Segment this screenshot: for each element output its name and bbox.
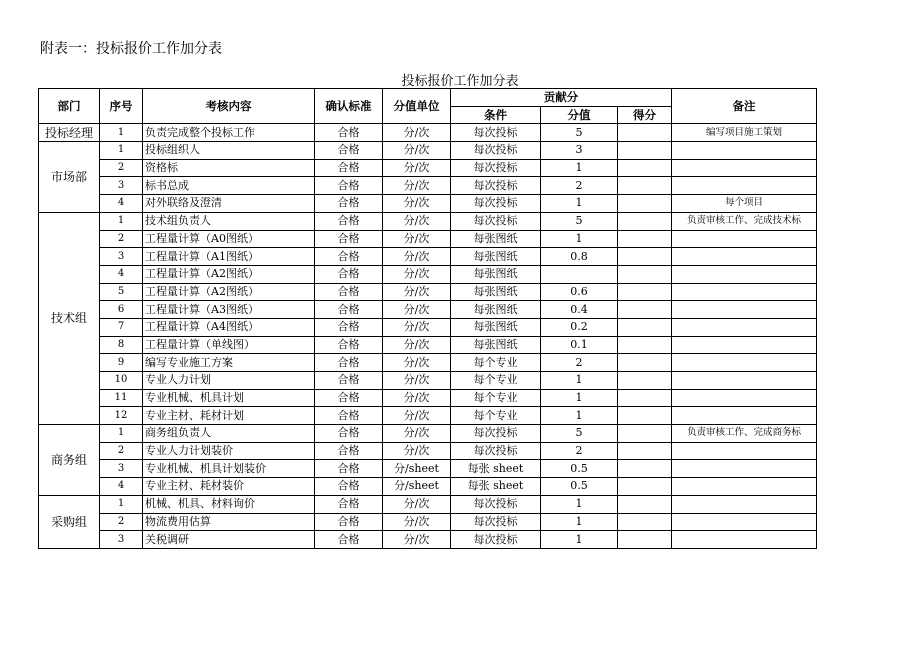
item-cell: 工程量计算（A0图纸） [143,230,315,248]
item-cell: 专业主材、耗材计划 [143,407,315,425]
condition-cell: 每次投标 [451,212,541,230]
standard-cell: 合格 [315,301,383,319]
score-cell [618,159,672,177]
table-row [39,301,817,319]
seq-cell: 2 [100,442,143,460]
standard-cell: 合格 [315,177,383,195]
table-row [39,407,817,425]
value-cell: 2 [541,442,618,460]
unit-cell: 分/次 [383,230,451,248]
value-cell: 5 [541,425,618,443]
table-row [39,389,817,407]
table-row [39,265,817,283]
item-cell: 专业人力计划 [143,372,315,390]
seq-cell: 3 [100,248,143,266]
item-cell: 物流费用估算 [143,513,315,531]
condition-cell: 每张图纸 [451,230,541,248]
value-cell: 1 [541,407,618,425]
header-item: 考核内容 [143,89,315,124]
item-cell: 专业人力计划装价 [143,442,315,460]
seq-cell: 2 [100,230,143,248]
value-cell: 0.2 [541,318,618,336]
seq-cell: 11 [100,389,143,407]
item-cell: 工程量计算（A2图纸） [143,283,315,301]
condition-cell: 每次投标 [451,531,541,549]
unit-cell: 分/次 [383,195,451,213]
score-cell [618,124,672,142]
unit-cell: 分/次 [383,354,451,372]
unit-cell: 分/次 [383,142,451,160]
score-cell [618,425,672,443]
remark-cell [672,513,817,531]
score-cell [618,495,672,513]
condition-cell: 每张 sheet [451,460,541,478]
standard-cell: 合格 [315,460,383,478]
table-body [39,124,817,549]
item-cell: 专业机械、机具计划装价 [143,460,315,478]
score-table [38,88,817,549]
standard-cell: 合格 [315,212,383,230]
header-seq: 序号 [100,89,143,124]
condition-cell: 每个专业 [451,354,541,372]
condition-cell: 每张图纸 [451,318,541,336]
unit-cell: 分/次 [383,177,451,195]
value-cell: 1 [541,531,618,549]
remark-cell [672,318,817,336]
dept-cell: 商务组 [39,425,100,496]
remark-cell [672,389,817,407]
item-cell: 工程量计算（A4图纸） [143,318,315,336]
remark-cell [672,531,817,549]
score-cell [618,212,672,230]
seq-cell: 3 [100,177,143,195]
table-row [39,372,817,390]
item-cell: 对外联络及澄清 [143,195,315,213]
item-cell: 专业机械、机具计划 [143,389,315,407]
seq-cell: 1 [100,124,143,142]
table-row [39,478,817,496]
condition-cell: 每张图纸 [451,265,541,283]
unit-cell: 分/次 [383,318,451,336]
value-cell: 1 [541,495,618,513]
score-cell [618,354,672,372]
unit-cell: 分/次 [383,425,451,443]
item-cell: 工程量计算（A3图纸） [143,301,315,319]
dept-cell: 市场部 [39,142,100,213]
remark-cell [672,407,817,425]
unit-cell: 分/次 [383,159,451,177]
header-dept: 部门 [39,89,100,124]
value-cell: 0.6 [541,283,618,301]
seq-cell: 10 [100,372,143,390]
condition-cell: 每张图纸 [451,336,541,354]
standard-cell: 合格 [315,318,383,336]
value-cell: 5 [541,124,618,142]
score-cell [618,265,672,283]
unit-cell: 分/次 [383,531,451,549]
remark-cell [672,301,817,319]
remark-cell [672,177,817,195]
item-cell: 技术组负责人 [143,212,315,230]
condition-cell: 每次投标 [451,425,541,443]
score-cell [618,372,672,390]
remark-cell [672,336,817,354]
remark-cell [672,283,817,301]
score-cell [618,336,672,354]
seq-cell: 1 [100,212,143,230]
table-row [39,212,817,230]
table-row [39,425,817,443]
condition-cell: 每次投标 [451,142,541,160]
unit-cell: 分/sheet [383,460,451,478]
item-cell: 标书总成 [143,177,315,195]
value-cell: 1 [541,513,618,531]
item-cell: 负责完成整个投标工作 [143,124,315,142]
table-row [39,283,817,301]
table-row [39,531,817,549]
item-cell: 投标组织人 [143,142,315,160]
remark-cell [672,495,817,513]
item-cell: 机械、机具、材料询价 [143,495,315,513]
seq-cell: 1 [100,142,143,160]
seq-cell: 2 [100,159,143,177]
item-cell: 专业主材、耗材装价 [143,478,315,496]
table-row [39,177,817,195]
score-cell [618,142,672,160]
header-standard: 确认标准 [315,89,383,124]
unit-cell: 分/次 [383,389,451,407]
value-cell: 0.5 [541,460,618,478]
score-cell [618,301,672,319]
seq-cell: 4 [100,265,143,283]
condition-cell: 每张图纸 [451,301,541,319]
remark-cell [672,230,817,248]
remark-cell [672,372,817,390]
unit-cell: 分/sheet [383,478,451,496]
unit-cell: 分/次 [383,336,451,354]
condition-cell: 每次投标 [451,177,541,195]
standard-cell: 合格 [315,142,383,160]
seq-cell: 2 [100,513,143,531]
seq-cell: 1 [100,495,143,513]
standard-cell: 合格 [315,248,383,266]
remark-cell: 负责审核工作、完成技术标 [672,212,817,230]
score-cell [618,195,672,213]
item-cell: 工程量计算（A2图纸） [143,265,315,283]
appendix-heading: 附表一：投标报价工作加分表 [40,41,222,57]
item-cell: 资格标 [143,159,315,177]
condition-cell: 每次投标 [451,513,541,531]
item-cell: 工程量计算（A1图纸） [143,248,315,266]
item-cell: 商务组负责人 [143,425,315,443]
score-cell [618,442,672,460]
item-cell: 编写专业施工方案 [143,354,315,372]
standard-cell: 合格 [315,354,383,372]
header-condition: 条件 [451,106,541,124]
standard-cell: 合格 [315,442,383,460]
value-cell: 5 [541,212,618,230]
seq-cell: 6 [100,301,143,319]
unit-cell: 分/次 [383,124,451,142]
condition-cell: 每次投标 [451,195,541,213]
standard-cell: 合格 [315,195,383,213]
score-cell [618,283,672,301]
seq-cell: 3 [100,460,143,478]
value-cell: 1 [541,389,618,407]
score-cell [618,407,672,425]
value-cell: 2 [541,177,618,195]
condition-cell: 每次投标 [451,159,541,177]
table-title: 投标报价工作加分表 [401,74,519,89]
value-cell: 1 [541,372,618,390]
unit-cell: 分/次 [383,513,451,531]
unit-cell: 分/次 [383,212,451,230]
item-cell: 关税调研 [143,531,315,549]
value-cell: 1 [541,195,618,213]
standard-cell: 合格 [315,159,383,177]
standard-cell: 合格 [315,124,383,142]
score-cell [618,177,672,195]
standard-cell: 合格 [315,531,383,549]
score-cell [618,478,672,496]
header-row-1 [39,89,817,107]
unit-cell: 分/次 [383,283,451,301]
item-cell: 工程量计算（单线图） [143,336,315,354]
seq-cell: 3 [100,531,143,549]
unit-cell: 分/次 [383,248,451,266]
condition-cell: 每个专业 [451,407,541,425]
header-remark: 备注 [672,89,817,124]
value-cell: 3 [541,142,618,160]
table-row [39,318,817,336]
standard-cell: 合格 [315,495,383,513]
unit-cell: 分/次 [383,407,451,425]
seq-cell: 8 [100,336,143,354]
table-row [39,513,817,531]
header-unit: 分值单位 [383,89,451,124]
score-cell [618,460,672,478]
unit-cell: 分/次 [383,495,451,513]
table-row [39,248,817,266]
remark-cell [672,248,817,266]
remark-cell: 每个项目 [672,195,817,213]
standard-cell: 合格 [315,372,383,390]
condition-cell: 每张图纸 [451,248,541,266]
remark-cell [672,460,817,478]
value-cell: 0.1 [541,336,618,354]
remark-cell [672,478,817,496]
seq-cell: 4 [100,195,143,213]
standard-cell: 合格 [315,336,383,354]
condition-cell: 每个专业 [451,389,541,407]
score-cell [618,248,672,266]
unit-cell: 分/次 [383,372,451,390]
remark-cell: 编写项目施工策划 [672,124,817,142]
score-cell [618,230,672,248]
score-cell [618,318,672,336]
value-cell: 1 [541,159,618,177]
condition-cell: 每个专业 [451,372,541,390]
condition-cell: 每张 sheet [451,478,541,496]
standard-cell: 合格 [315,478,383,496]
seq-cell: 9 [100,354,143,372]
seq-cell: 7 [100,318,143,336]
value-cell [541,265,618,283]
remark-cell: 负责审核工作、完成商务标 [672,425,817,443]
condition-cell: 每次投标 [451,124,541,142]
score-cell [618,389,672,407]
standard-cell: 合格 [315,513,383,531]
seq-cell: 5 [100,283,143,301]
condition-cell: 每次投标 [451,495,541,513]
remark-cell [672,442,817,460]
standard-cell: 合格 [315,407,383,425]
table-row [39,230,817,248]
remark-cell [672,354,817,372]
standard-cell: 合格 [315,230,383,248]
seq-cell: 1 [100,425,143,443]
seq-cell: 12 [100,407,143,425]
condition-cell: 每次投标 [451,442,541,460]
header-contribution: 贡献分 [451,89,672,107]
value-cell: 2 [541,354,618,372]
unit-cell: 分/次 [383,301,451,319]
header-value: 分值 [541,106,618,124]
unit-cell: 分/次 [383,265,451,283]
dept-cell: 投标经理 [39,124,100,142]
dept-cell: 技术组 [39,212,100,424]
table-row [39,336,817,354]
remark-cell [672,159,817,177]
seq-cell: 4 [100,478,143,496]
condition-cell: 每张图纸 [451,283,541,301]
header-score: 得分 [618,106,672,124]
value-cell: 0.4 [541,301,618,319]
standard-cell: 合格 [315,389,383,407]
value-cell: 0.5 [541,478,618,496]
standard-cell: 合格 [315,425,383,443]
table-row [39,442,817,460]
standard-cell: 合格 [315,283,383,301]
value-cell: 1 [541,230,618,248]
table-row [39,495,817,513]
remark-cell [672,142,817,160]
remark-cell [672,265,817,283]
table-row [39,195,817,213]
value-cell: 0.8 [541,248,618,266]
score-cell [618,531,672,549]
table-row [39,159,817,177]
table-row [39,124,817,142]
table-row [39,460,817,478]
table-row [39,142,817,160]
standard-cell: 合格 [315,265,383,283]
table-row [39,354,817,372]
score-cell [618,513,672,531]
dept-cell: 采购组 [39,495,100,548]
unit-cell: 分/次 [383,442,451,460]
